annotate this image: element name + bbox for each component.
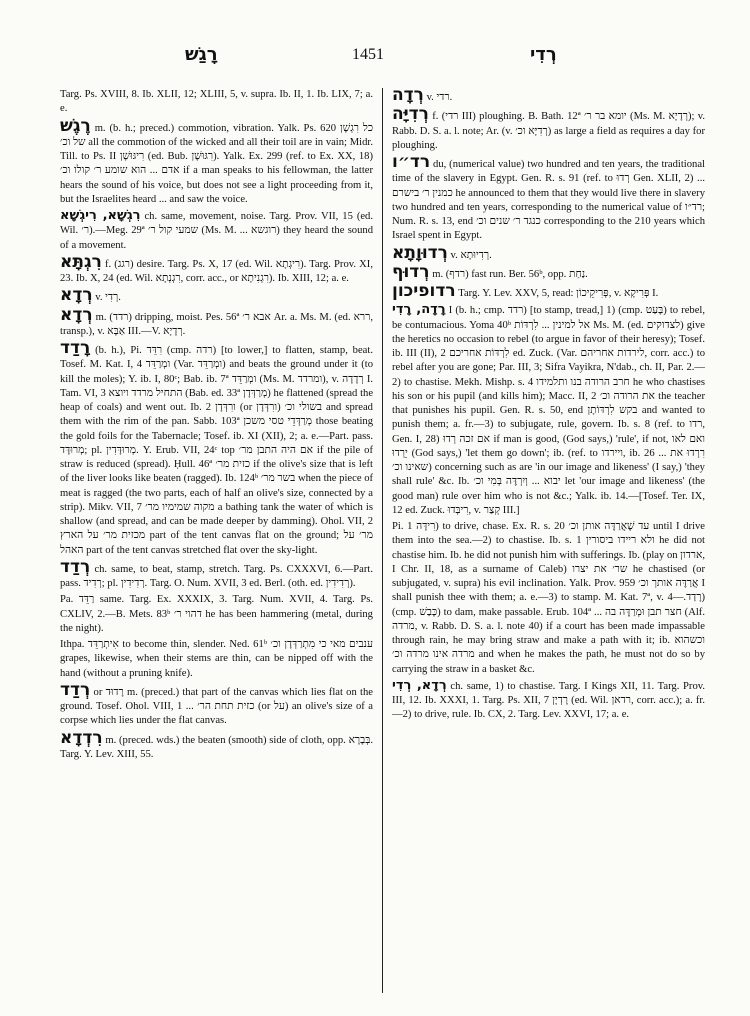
entry-headword: רְדָא, רְדִי [392,677,447,693]
entry-definition: Ithpa. אִיתְרַדֵּד to become thin, slender. Ned. 61ᵇ ענבים מאי כי מִתְרַדְּדָן וכ׳ grapes, likewise, when their stems are thin, can be nipped off with the hand (without a pruning knife). [60,639,373,679]
dictionary-entry [392,88,705,105]
entry-definition: m. (preced. wds.) the beaten (smooth) side of cloth, opp. בְּבָרָא. Targ. Y. Lev. XIII, 55. [60,734,373,760]
entry-headword: רְדוּף [392,261,430,282]
entry-definition: Pa. רַדֵּד same. Targ. Ex. XXXIX, 3. Targ. Num. XVII, 4. Targ. Ps. CXLIV, 2.—B. Mets. 83ᵇ דהוי ר׳ he has been hammering (metal, during the night). [60,594,373,634]
entry-definition: ch. same, 1) to chastise. Targ. I Kings XII, 11. Targ. Prov. III, 12. Ib. XXXI, 1. Targ. Ps. XII, 7 רָדְיָן (ed. Wil. רדאן, corr. acc.); a. fr.—2) to drive, rule. Ib. CX, 2. Targ. Lev. XXVI, 17; a. e. [392,680,705,721]
entry-headword: רִגְתָּא [60,251,102,272]
entry-definition: Targ. Y. Lev. XXV, 5, read: פְּרִיקֵיכוֹן, v. פְּרִיקָא I. [458,288,659,299]
entry-headword: רְדָא [60,304,93,325]
right-column [392,88,705,993]
entry-headword: רָדַד [60,338,91,358]
page-number: 1451 [352,46,384,63]
left-column [60,88,373,993]
entry-definition: ch. same, to beat, stamp, stretch. Targ. Ps. CXXXVI, 6.—Part. pass. רְדִיד; pl. רְדִידִין. Targ. O. Num. XVII, 3 ed. Berl. (oth. ed. רְדִידִין). [60,563,373,589]
dictionary-columns [60,88,708,993]
entry-definition: v. רְדִיוּתָא. [450,249,492,261]
dictionary-entry [60,556,373,592]
dictionary-entry [392,152,705,244]
page-header [0,44,750,74]
dictionary-entry [392,303,705,518]
entry-definition: or רָדוּד m. (preced.) that part of the canvas which lies flat on the ground. Tosef. Ohol. VIII, 1 ... כזית תחת הר׳ (or על) an olive's size of a corpse which lies under the flat canvas. [60,686,373,727]
entry-definition: v. רדי. [426,92,453,103]
entry-definition: m. (רדף) fast run. Ber. 56ᵇ, opp. נַחַת. [432,268,588,280]
dictionary-entry [392,104,705,153]
entry-headword: רֶגֶשׁ [60,115,91,136]
entry-definition: m. (b. h.; preced.) commotion, vibration. Yalk. Ps. 620 כל רִגְשָׁן של וכ׳ all the commotion of the wicked and all their toil are in vain; Midr. Till. to Ps. II רִיגּוּשָׁן (ed. Bub. רִגּוּשָׁן). Yalk. Ex. 299 (ref. to Ex. XX, 18) אדם ... הוא שומע ר׳ קולו וכ׳ if a man speaks to his fellowman, the latter hears the sound of his voice, but does not see a light proceeding from it, but the Israelites heard ... and saw the voice. [60,122,373,205]
entry-definition: ch. same, movement, noise. Targ. Prov. VII, 15 (ed. Wil. ר׳).—Meg. 29ª שמעי קול ר׳ (Ms. M. ... רוגשא) they heard the sound of a movement. [60,211,373,251]
entry-headword: רדופיכון [392,281,456,301]
entry-headword: רְדַד [60,679,91,700]
dictionary-entry [60,727,373,763]
dictionary-entry [392,261,705,282]
entry-definition: Pi. רִידָּה 1) to drive, chase. Ex. R. s. 20 עד שֶׁאֲרַדֶּה אותן וכ׳ until I drive them into the sea.—2) to chastise. Ib. s. 1 ולא ריידו ביסורין he did not chastise him. Ib. he did not punish him with sufferings. Ib. (play on ארדון, I Chr. II, 18, as a surname of Caleb) שר׳ את יצרו he chastised (or subjugated, v. supra) his evil inclination. Yalk. Prov. 959 אֲרַדֶּה אותך וכ׳ I shall punish thee with them; a. e.—3) to stamp. M. Kat. 7ª, v. רָדַד.—4) (cmp. כָּבַשׁ) to dam, make passable. Erub. 104ª ... חצר תבן וּמְרַדֶּה בה (Alf. מרדה, v. Rabb. D. S. a. l. note 40) if a court has been made impassable through rain, he may bring straw and make a path with it; ib. וכשהוא מרדה אינו מרדה וכ׳ and when he makes the path, he must not do so by carrying the straw in a basket &c. [392,521,705,675]
entry-definition: I (b. h.; cmp. רדד) [to stamp, tread,] 1) (cmp. בָּעַט) to rebel, be contumacious. Yoma 40ᵇ אל למינין ... לִרְדּוֹת Ms. M. (ed. לצדוקים) give the heretics no occasion to rebel (to argue in favor of their heresy); Tosef. ib. III (II), 2 לִרְדּוֹת אחריכם ed. Zuck. (Var. לירדות אחריהם, corr. acc.) to rebel after you are gone; Par. III, 3; Sifra Vayikra, N'dab., ch. II, Par. 2.—2) to chastise. Mekh. Mishp. s. 4 חרב הרודה בנו ותלמידו he who chastises his son or his pupil (and kills him); Macc. II, 2 את הרודה וכ׳ the teacher that punishes his pupil. Gen. R. s. 50, end בקש לִרְדּוֹתָן and wanted to punish them; a. fr.—3) to subjugate, rule, govern. Ib. s. 8 (ref. to רדו, Gen. I, 28) אם זכה רְדוּ if man is good, (God says,) 'rule', if not, ואם לאו יֵרְדוּ (God says,) 'let them go down'; ib. (ref. to ויירדו, ib. 26 ... רִרְדוּ את שאינו וכ׳) concerning such as are 'in our image and likeness' (I say,) 'they shall rule' &c. Ib. יבוא ... וְיִרְדֶּה בְּמִי וכ׳ let 'our image and likeness' (the good man) rule over him who is not &c.; Yalk. ib. 14.—[Tosef. Ter. IX, 12 ed. Zuck. רִיבְּדוּ, v. קְצַר III.] [392,305,705,516]
entry-headword: רְדָא [60,285,93,306]
entry-headword: רְדִיָּה [392,104,429,125]
dictionary-entry [60,593,373,636]
dictionary-entry [392,281,705,301]
entry-headword: רִדְדָא [60,727,103,748]
entry-headword: רִגְשָׁא, רִיגְשָׁא [60,208,141,223]
dictionary-entry [60,88,373,117]
dictionary-entry [60,304,373,340]
dictionary-entry [60,679,373,729]
entry-headword: רְדוּוָתָא [392,242,448,263]
dictionary-entry [60,115,373,208]
entry-headword: רְדָה [392,88,424,105]
dictionary-entry [392,520,705,677]
entry-headword: רְדַד [60,556,91,577]
entry-headword: רָדָה, רָדִי [392,302,446,318]
dictionary-entry [60,338,373,558]
entry-definition: Targ. Ps. XVIII, 8. Ib. XLII, 12; XLIII, 5, v. supra. Ib. II, 1. Ib. LIX, 7; a. e. [60,89,373,115]
entry-headword: רד״ו [392,152,431,172]
entry-definition: f. (רגג) desire. Targ. Ps. X, 17 (ed. Wil. רִיגְתָא). Targ. Prov. XI, 23. Ib. X, 24 (ed. Wil. רִגְנְתָא, corr. acc., or רִגְנִיתָא). Ib. XIII, 12; a. e. [60,258,373,284]
dictionary-entry [60,285,373,306]
entry-definition: (b. h.), Pi. רִדֵּד (cmp. רדה) [to lower,] to flatten, stamp, beat. Tosef. M. Kat. I, 4 ומְרַדֵּד (Var. ומְרַדֵּד) and beats the ground under it (to kill the moles); Y. ib. I, 80ᶜ; Bab. ib. 7ª ומְרַדֵּד (Ms. M. ומרדד), v. רְדָדָה I. Tam. VI, 3 התחיל מרדד ויוצא (Bab. ed. 33ª מְרַדְּדָן) he flattened (spread the heap of coals) and went out. Ib. 2 ורִדְּדָן (or ורִדְּדָן) בשולי וכ׳ and spread them with the rim of the pan. Sabb. 103ª מְרַדְּדֵי טסי משכן those beating the gold foils for the Tabernacle; Tosef. ib. XI (XII), 2; a. e.—Part. pass. מְרוּדָּד; pl. מְרוּדָּדִין. Y. Erub. VII, 24ᶜ top אם היה התבן מר׳ if the pile of straw is reduced (spread). Ḥull. 46ª כזית מר׳ if the olive's size that is left of the liver looks like beaten (ragged). Ib. 124ᵇ בשר מר׳ when the piece of meat is ragged (the two parts, each of half an olive's size, connected by a strip). Mikv. VII, 7 מקוה שמימיו מר׳ a bathing tank the water of which is shallow (and spread, and can be made deeper by damming). Ohol. VII, 2 מכזית מר׳ על הארץ part of the tent canvas flat on the ground; מר׳ על האהל part of the tent canvas stretched flat over the sky-light. [60,345,373,556]
dictionary-entry [60,638,373,681]
entry-definition: du, (numerical value) two hundred and ten years, the traditional time of the slavery in Egypt. Gen. R. s. 91 (ref. to רְדוּ Gen. XLII, 2) ... כמנין ר׳ בישרם he announced to them that they would live there in slavery two hundred and ten years, corresponding to the numerical value of רד״ו; Num. R. s. 13, end כנגד ר׳ שנים וכ׳ corresponding to the 210 years which Israel spent in Egypt. [392,159,705,242]
running-head-left: רָגַשׁ [185,44,218,65]
dictionary-entry [392,242,705,263]
dictionary-entry [392,679,705,723]
entry-definition: m. (רדד) dripping, moist. Pes. 56ª אבא ר׳ Ar. a. Ms. M. (ed. ררא, transp.), v. אַבָּא III.—V. רְדָיָא. [60,311,373,337]
entry-definition: v. רְדִי. [95,292,121,304]
dictionary-entry [60,251,373,287]
entry-definition: f. (רדי III) ploughing. B. Bath. 12ª יומא בר ר׳ (Ms. M. רְדָיָא); v. Rabb. D. S. a. l. note; Ar. (v. רְדִיָּא וכ׳) as large a field as requires a day for ploughing. [392,111,705,151]
running-head-right: רְדִי [530,44,557,65]
dictionary-entry [60,209,373,253]
column-divider [382,88,383,993]
